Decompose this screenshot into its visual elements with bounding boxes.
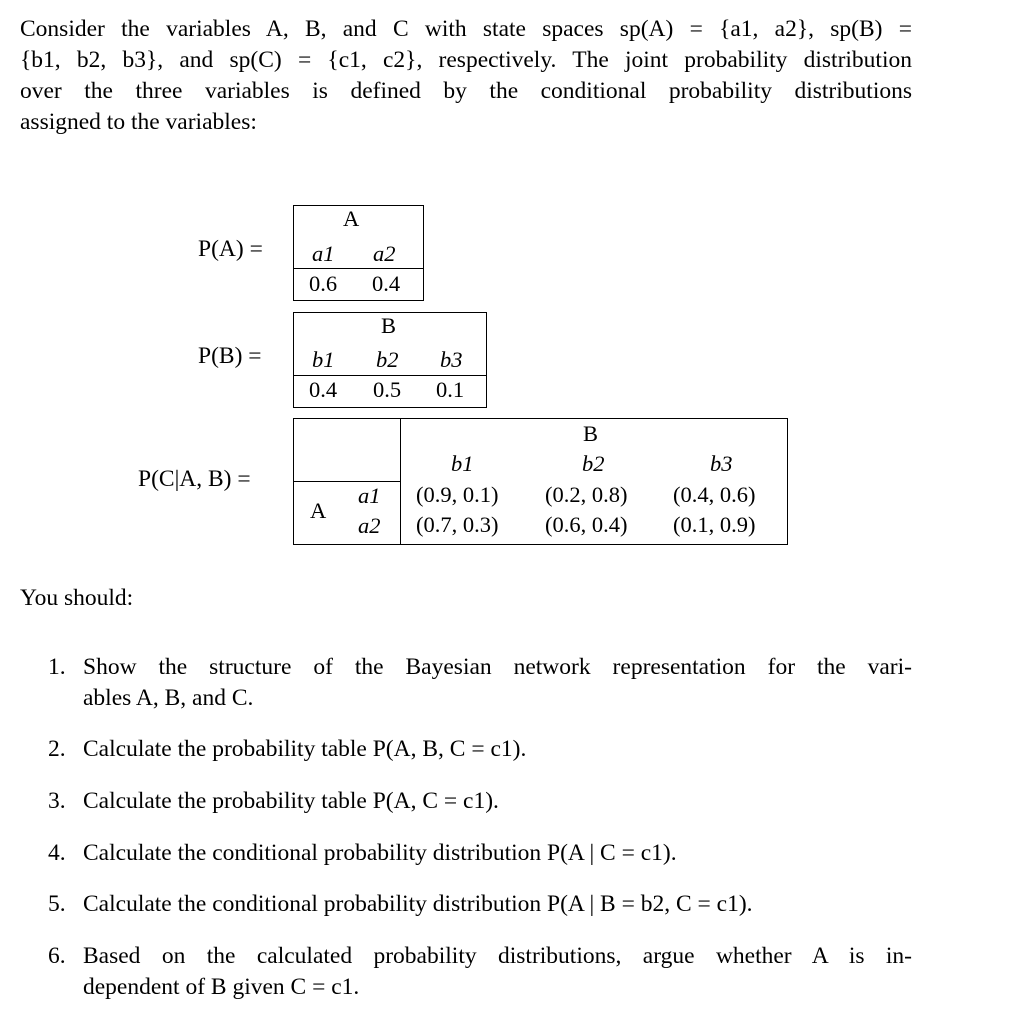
task-text: Calculate the conditional probability distribution P(A | C = c1). xyxy=(83,840,677,866)
pc-cell: (0.9, 0.1) xyxy=(416,482,499,507)
task-number: 4. xyxy=(48,840,66,866)
pa-value: 0.6 xyxy=(309,271,338,296)
pc-rowvar-header: A xyxy=(310,498,327,523)
task-number: 3. xyxy=(48,788,66,814)
pc-vdivider xyxy=(400,418,401,545)
task-text: Calculate the conditional probability distribution P(A | B = b2, C = c1). xyxy=(83,891,753,917)
pb-value: 0.5 xyxy=(373,377,402,402)
pb-state: b2 xyxy=(376,347,399,372)
pc-label: P(C|A, B) = xyxy=(138,466,251,492)
pc-cell: (0.2, 0.8) xyxy=(545,482,628,507)
pc-row-state: a2 xyxy=(358,513,381,538)
task-text: ables A, B, and C. xyxy=(83,685,254,711)
task-text: Calculate the probability table P(A, B, C = c1). xyxy=(83,736,527,762)
intro-line: assigned to the variables: xyxy=(20,109,257,135)
pb-state: b1 xyxy=(312,347,335,372)
task-number: 1. xyxy=(48,654,66,680)
pb-label: P(B) = xyxy=(198,343,262,369)
task-number: 6. xyxy=(48,943,66,969)
task-text: dependent of B given C = c1. xyxy=(83,974,360,1000)
pc-col-state: b3 xyxy=(710,451,733,476)
pb-var-header: B xyxy=(381,313,397,338)
pa-divider xyxy=(293,268,424,269)
pc-col-state: b1 xyxy=(451,451,474,476)
pc-cell: (0.1, 0.9) xyxy=(673,512,756,537)
pb-value: 0.1 xyxy=(436,377,465,402)
task-text: Based on the calculated probability distributions, argue whether A is in- xyxy=(83,943,912,969)
pa-state: a1 xyxy=(312,241,335,266)
task-text: Calculate the probability table P(A, C = c1). xyxy=(83,788,499,814)
pc-hdivider xyxy=(293,481,400,482)
pa-state: a2 xyxy=(373,241,396,266)
instructions-heading: You should: xyxy=(20,585,134,611)
pc-col-state: b2 xyxy=(582,451,605,476)
pc-cell: (0.7, 0.3) xyxy=(416,512,499,537)
pa-label: P(A) = xyxy=(198,236,263,262)
pa-value: 0.4 xyxy=(372,271,401,296)
pc-cell: (0.4, 0.6) xyxy=(673,482,756,507)
pc-cell: (0.6, 0.4) xyxy=(545,512,628,537)
intro-line: over the three variables is defined by the conditional probability distributions xyxy=(20,78,912,104)
task-number: 2. xyxy=(48,736,66,762)
pb-value: 0.4 xyxy=(309,377,338,402)
task-number: 5. xyxy=(48,891,66,917)
pc-colvar-header: B xyxy=(583,421,599,446)
pb-divider xyxy=(293,375,487,376)
pa-var-header: A xyxy=(343,206,360,231)
intro-paragraph xyxy=(20,14,912,138)
intro-line: {b1, b2, b3}, and sp(C) = {c1, c2}, respectively. The joint probability distribution xyxy=(20,47,912,73)
pb-state: b3 xyxy=(440,347,463,372)
intro-line: Consider the variables A, B, and C with state spaces sp(A) = {a1, a2}, sp(B) = xyxy=(20,16,912,42)
task-text: Show the structure of the Bayesian network representation for the vari- xyxy=(83,654,912,680)
pc-row-state: a1 xyxy=(358,483,381,508)
